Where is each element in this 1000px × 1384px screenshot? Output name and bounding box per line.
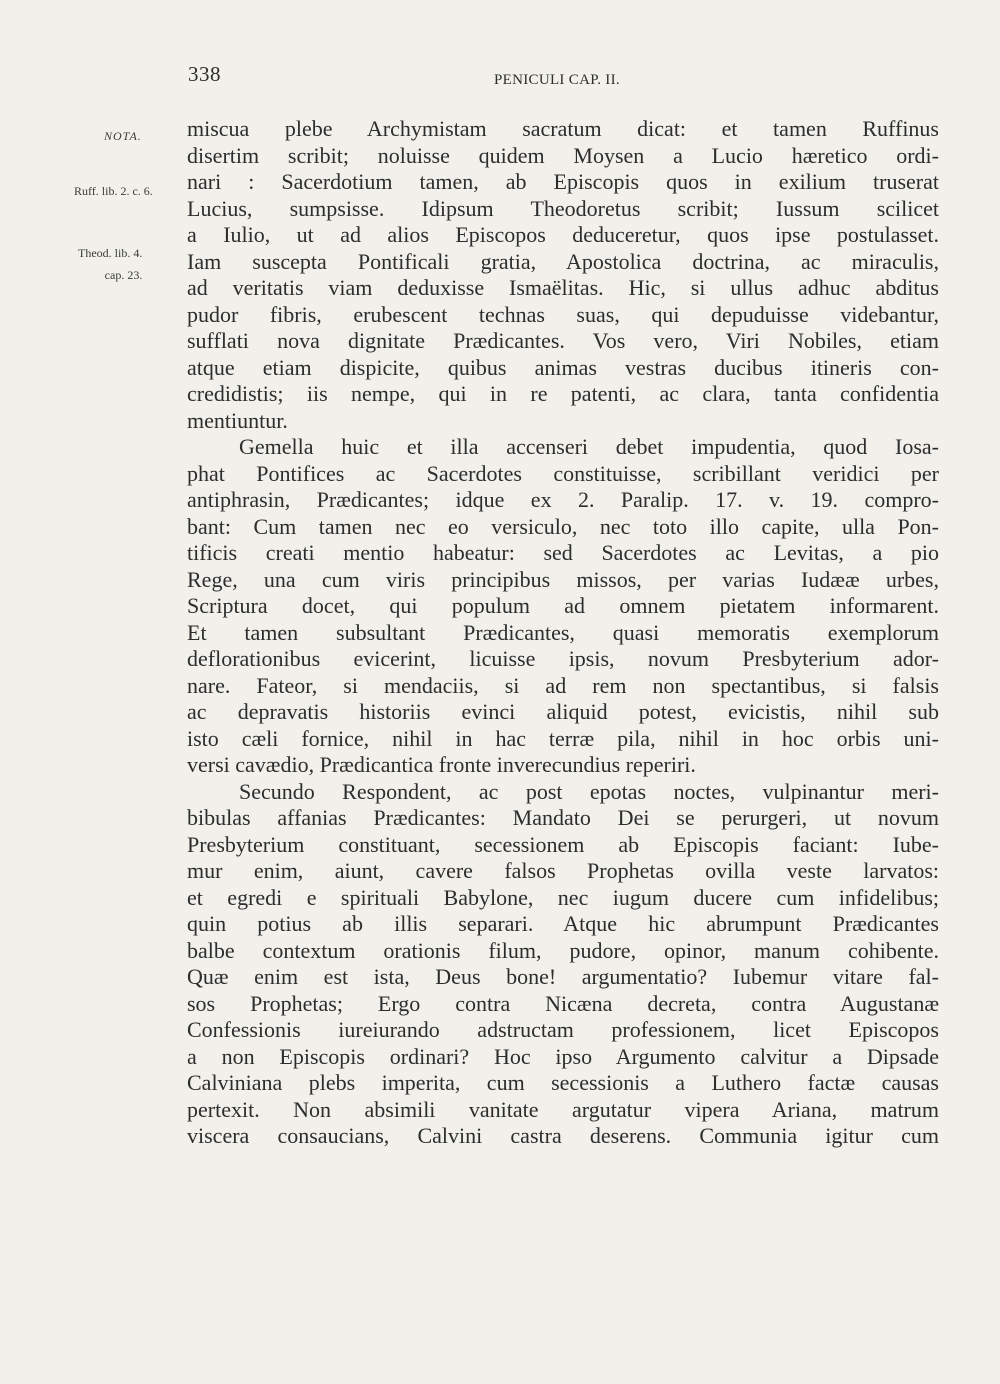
text-line: Presbyterium constituant, secessionem ab Episcopis faciant: Iube-	[187, 831, 939, 857]
margin-note-ruff: Ruff. lib. 2. c. 6.	[74, 184, 153, 198]
margin-note-theod-line1: Theod. lib. 4.	[78, 246, 143, 260]
text-line: isto cæli fornice, nihil in hac terræ pila, nihil in hoc orbis uni-	[187, 725, 939, 751]
text-line: Rege, una cum viris principibus missos, per varias Iudææ urbes,	[187, 566, 939, 592]
text-line: credidistis; iis nempe, qui in re patenti, ac clara, tanta confidentia	[187, 381, 939, 406]
text-line: bibulas affanias Prædicantes: Mandato Dei se perurgeri, ut novum	[187, 805, 939, 830]
text-line: ac depravatis historiis evinci aliquid potest, evicistis, nihil sub	[187, 699, 939, 724]
paragraph-1	[187, 116, 939, 434]
text-line: nari : Sacerdotium tamen, ab Episcopis quos in exilium truserat	[187, 169, 939, 194]
text-line: mentiuntur.	[187, 407, 288, 433]
text-line: pudor fibris, erubescent technas suas, qui depuduisse videbantur,	[187, 301, 939, 327]
text-line: a Iulio, ut ad alios Episcopos deduceretur, quos ipse postulasset.	[187, 222, 939, 247]
text-line: atque etiam dispicite, quibus animas vestras ducibus itineris con-	[187, 354, 939, 380]
text-line: versi cavædio, Prædicantica fronte inverecundius reperiri.	[187, 752, 696, 777]
text-line: disertim scribit; noluisse quidem Moysen a Lucio hæretico ordi-	[187, 142, 939, 168]
text-line: phat Pontifices ac Sacerdotes constituisse, scribillant veridici per	[187, 460, 939, 486]
margin-note-nota: NOTA.	[104, 129, 142, 143]
text-line: ad veritatis viam deduxisse Ismaëlitas. Hic, si ullus adhuc abditus	[187, 275, 939, 300]
text-line: nare. Fateor, si mendaciis, si ad rem non spectantibus, si falsis	[187, 672, 939, 698]
margin-note-theod	[78, 242, 142, 286]
text-line: Lucius, sumpsisse. Idipsum Theodoretus scribit; Iussum scilicet	[187, 195, 939, 221]
text-line: Iam suscepta Pontificali gratia, Apostolica doctrina, ac miraculis,	[187, 248, 939, 274]
paragraph-2	[187, 434, 939, 779]
text-line: Calviniana plebs imperita, cum secessionis a Luthero factæ causas	[187, 1070, 939, 1095]
text-line: Secundo Respondent, ac post epotas noctes, vulpinantur meri-	[239, 778, 939, 804]
text-line: mur enim, aiunt, cavere falsos Prophetas ovilla veste larvatos:	[187, 858, 939, 883]
text-line: Confessionis iureiurando adstructam professionem, licet Episcopos	[187, 1017, 939, 1042]
text-line: et egredi e spirituali Babylone, nec iugum ducere cum infidelibus;	[187, 884, 939, 910]
text-line: antiphrasin, Prædicantes; idque ex 2. Paralip. 17. v. 19. compro-	[187, 487, 939, 512]
text-line: a non Episcopis ordinari? Hoc ipso Argumento calvitur a Dipsade	[187, 1043, 939, 1069]
text-line: Gemella huic et illa accenseri debet impudentia, quod Iosa-	[239, 434, 939, 459]
body-text	[187, 116, 939, 1150]
text-line: sos Prophetas; Ergo contra Nicæna decreta, contra Augustanæ	[187, 990, 939, 1016]
text-line: Quæ enim est ista, Deus bone! argumentatio? Iubemur vitare fal-	[187, 964, 939, 989]
text-line: deflorationibus evicerint, licuisse ipsis, novum Presbyterium ador-	[187, 646, 939, 671]
text-line: sufflati nova dignitate Prædicantes. Vos vero, Viri Nobiles, etiam	[187, 328, 939, 353]
text-line: miscua plebe Archymistam sacratum dicat: et tamen Ruffinus	[187, 116, 939, 141]
text-line: Et tamen subsultant Prædicantes, quasi memoratis exemplorum	[187, 619, 939, 645]
text-line: viscera consaucians, Calvini castra deserens. Communia igitur cum	[187, 1123, 939, 1148]
margin-note-theod-line2: cap. 23.	[104, 268, 143, 282]
text-line: Scriptura docet, qui populum ad omnem pietatem informarent.	[187, 593, 939, 618]
paragraph-3	[187, 779, 939, 1150]
running-head: PENICULI CAP. II.	[494, 72, 620, 88]
text-line: balbe contextum orationis filum, pudore, opinor, manum cohibente.	[187, 937, 939, 963]
text-line: bant: Cum tamen nec eo versiculo, nec toto illo capite, ulla Pon-	[187, 513, 939, 539]
text-line: tificis creati mentio habeatur: sed Sacerdotes ac Levitas, a pio	[187, 540, 939, 565]
text-line: quin potius ab illis separari. Atque hic abrumpunt Prædicantes	[187, 911, 939, 936]
text-line: pertexit. Non absimili vanitate argutatur vipera Ariana, matrum	[187, 1096, 939, 1122]
page-number: 338	[188, 62, 221, 86]
